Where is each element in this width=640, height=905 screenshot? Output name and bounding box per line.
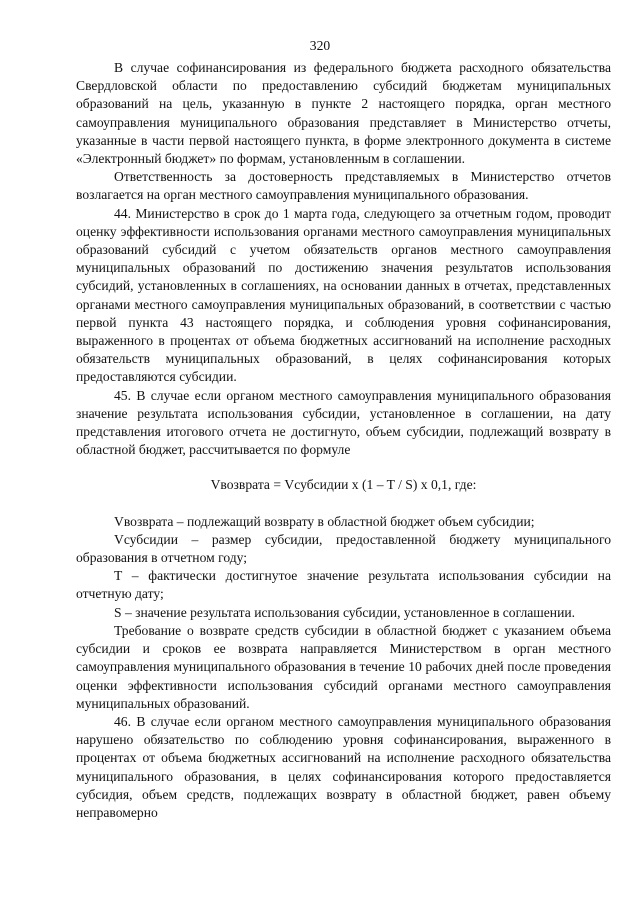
paragraph-responsibility: Ответственность за достоверность представляемых в Министерство отчетов возлагается на орган местного самоуправления муниципального образования. bbox=[76, 169, 611, 203]
return-formula: Vвозврата = Vсубсидии x (1 – T / S) x 0,1, где: bbox=[210, 477, 477, 493]
document-body bbox=[76, 59, 611, 822]
paragraph-item-44: 44. Министерство в срок до 1 марта года, следующего за отчетным годом, проводит оценку эффективности использования органами местного самоуправления муниципальных образований субсидий с учетом обязательств органов местного самоуправления муниципальных образований по достижению значения результатов использования субсидий, установленных в соглашениях, на основании данных в отчетах, представленных органами местного самоуправления муниципальных образований, в соответствии с частью первой пункта 43 настоящего порядка, и соблюдения уровня софинансирования, выраженного в процентах от объема бюджетных ассигнований на исполнение расходных обязательств муниципальных образований, в целях софинансирования которых предоставляются субсидии. bbox=[76, 205, 611, 385]
definition-v-return: Vвозврата – подлежащий возврату в областной бюджет объем субсидии; bbox=[114, 513, 535, 529]
definition-v-subsidy: Vсубсидии – размер субсидии, предоставленной бюджету муниципального образования в отчетном году; bbox=[76, 531, 611, 566]
paragraph-return-requirement: Требование о возврате средств субсидии в областной бюджет с указанием объема субсидии и сроков ее возврата направляется Министерством в орган местного самоуправления муниципального образования в течение 10 рабочих дней после проведения оценки эффективности использования субсидий органами местного самоуправления муниципальных образований. bbox=[76, 622, 611, 711]
definition-s: S – значение результата использования субсидии, установленное в соглашении. bbox=[114, 604, 576, 620]
paragraph-cofinancing-reports: В случае софинансирования из федерального бюджета расходного обязательства Свердловской области по предоставлению субсидий бюджетам муниципальных образований на цель, указанную в пункте 2 настоящего порядка, орган местного самоуправления муниципального образования представляет в Министерство отчеты, указанные в части первой настоящего пункта, в форме электронного документа в системе «Электронный бюджет» по формам, установленным в соглашении. bbox=[76, 60, 611, 167]
paragraph-item-45: 45. В случае если органом местного самоуправления муниципального образования значение результата использования субсидии, установленное в соглашении, на дату представления итогового отчета не достигнуто, объем субсидии, подлежащий возврату в областной бюджет, рассчитывается по формуле bbox=[76, 387, 611, 458]
definition-t: T – фактически достигнутое значение результата использования субсидии на отчетную дату; bbox=[76, 568, 611, 602]
paragraph-item-46: 46. В случае если органом местного самоуправления муниципального образования нарушено обязательство по соблюдению уровня софинансирования, выраженного в процентах от объема бюджетных ассигнований на исполнение расходного обязательства муниципального образования, в целях софинансирования которого предоставляется субсидия, объем средств, подлежащих возврату в областной бюджет, равен объему неправомерно bbox=[76, 713, 611, 820]
page-number: 320 bbox=[309, 38, 331, 53]
